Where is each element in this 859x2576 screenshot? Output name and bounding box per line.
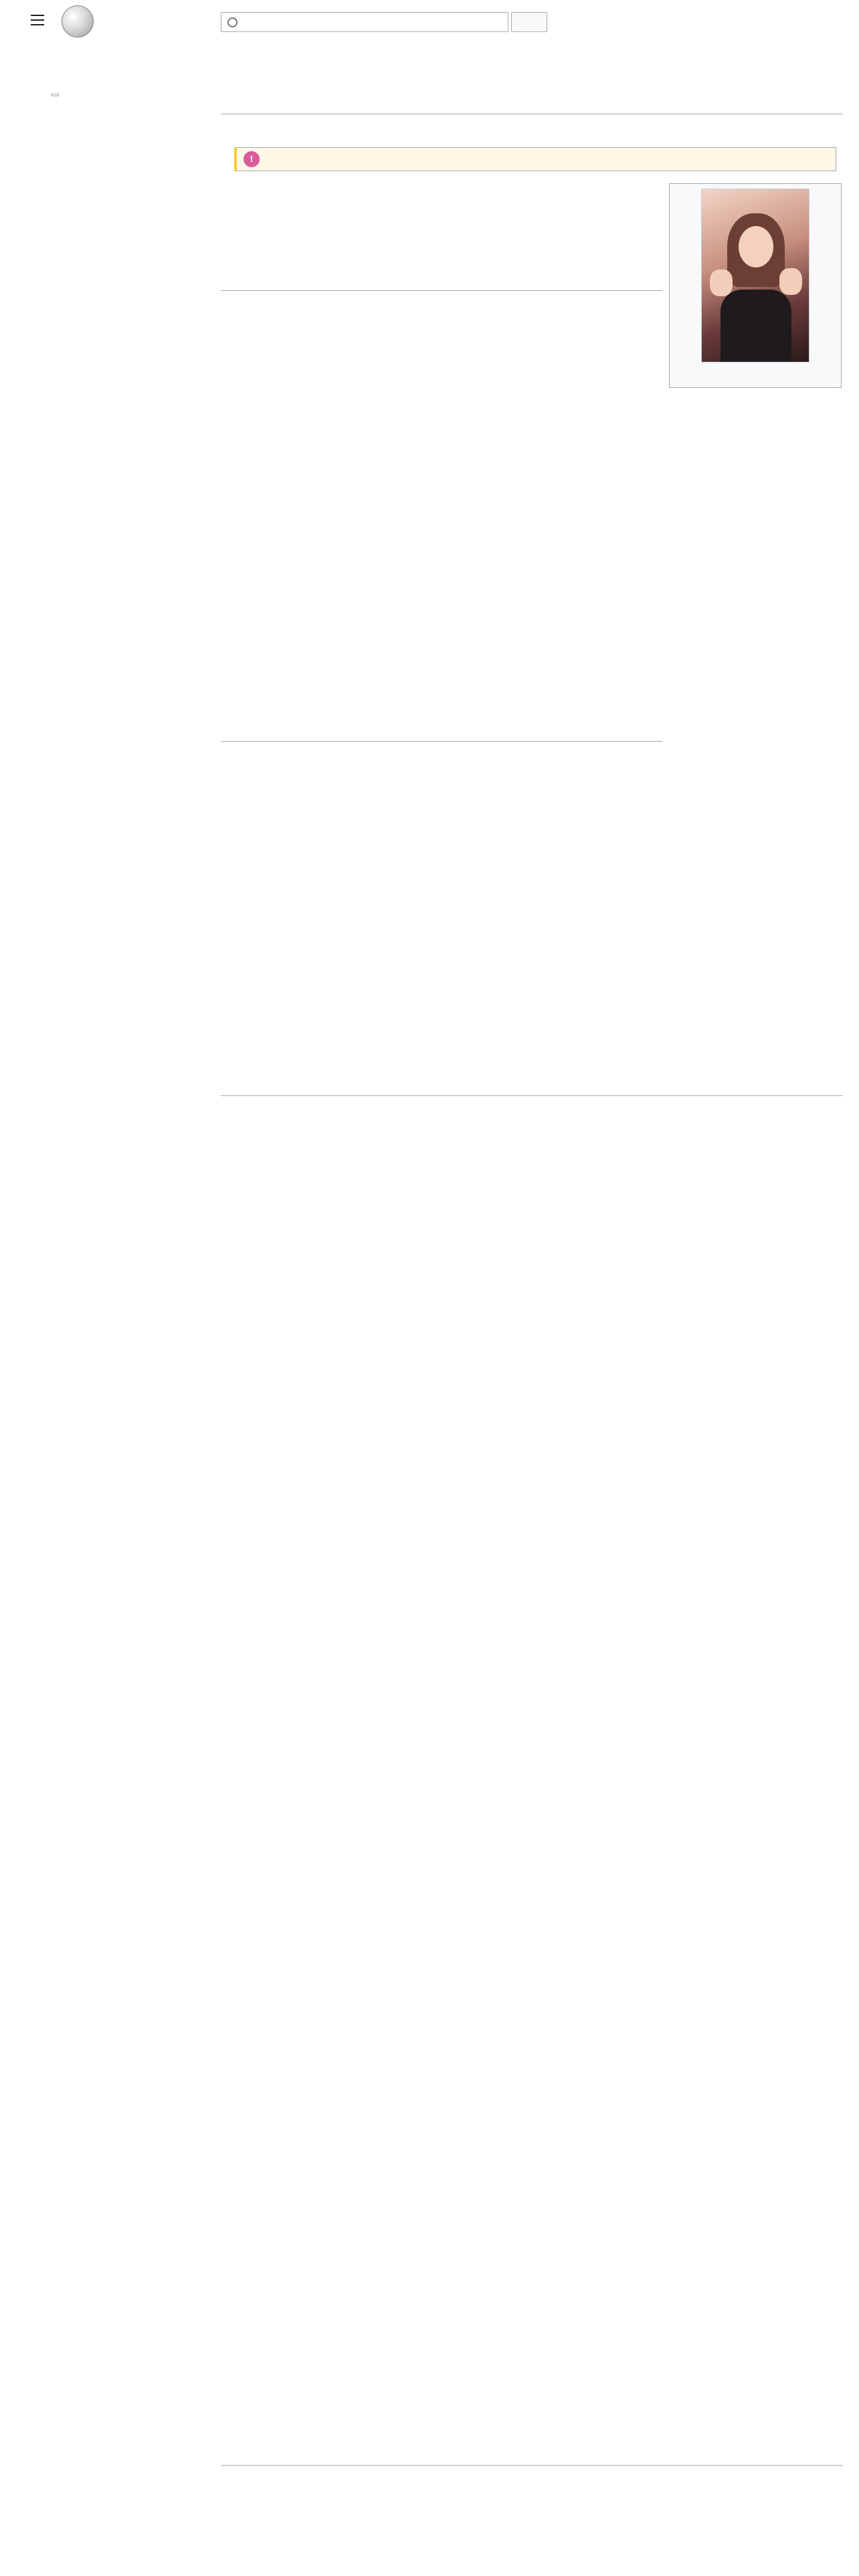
portrait-photo[interactable] xyxy=(701,189,809,362)
content-notice xyxy=(234,147,836,171)
toc-hide-button[interactable] xyxy=(51,94,59,96)
site-header xyxy=(0,0,859,43)
wikipedia-logo-icon[interactable] xyxy=(62,5,94,37)
warning-icon: ! xyxy=(244,151,260,167)
section-person xyxy=(221,740,662,742)
section-history xyxy=(221,289,662,291)
search-icon xyxy=(227,17,237,27)
section-books xyxy=(221,2464,843,2466)
template-link[interactable] xyxy=(672,380,839,385)
infobox xyxy=(669,183,842,388)
section-works xyxy=(221,1094,843,1096)
search-box[interactable] xyxy=(221,12,508,32)
table-of-contents xyxy=(45,94,179,103)
search-button[interactable] xyxy=(511,12,547,32)
toc-heading xyxy=(45,94,179,96)
search-input[interactable] xyxy=(244,15,501,30)
article xyxy=(221,62,843,164)
page-tabs xyxy=(221,94,843,114)
main-menu-icon[interactable] xyxy=(31,15,44,25)
page-title xyxy=(221,62,843,88)
